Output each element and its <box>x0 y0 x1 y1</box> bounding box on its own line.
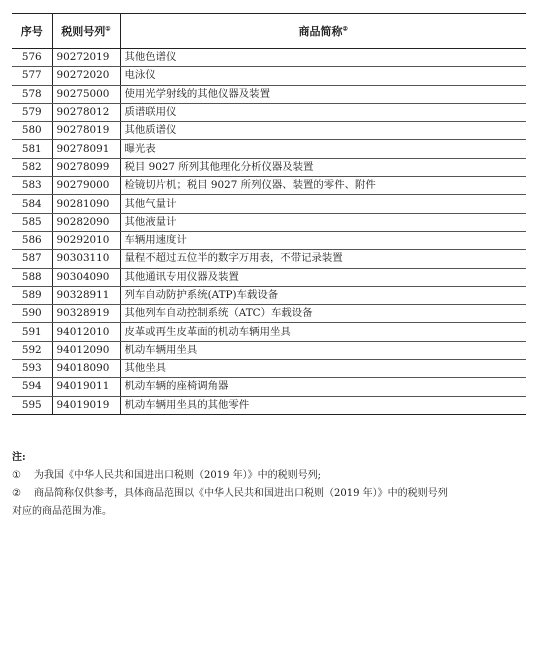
cell-seq: 585 <box>12 213 52 231</box>
table-row <box>12 268 526 286</box>
header-seq-label: 序号 <box>20 25 43 38</box>
footnote-2 <box>12 485 526 503</box>
cell-seq: 577 <box>12 67 52 85</box>
cell-code: 90328911 <box>52 286 120 304</box>
table-row <box>12 378 526 396</box>
cell-code: 90303110 <box>52 250 120 268</box>
footnote-1-text: 为我国《中华人民共和国进出口税则（2019 年）》中的税则号列; <box>34 470 321 481</box>
cell-seq: 581 <box>12 140 52 158</box>
cell-seq: 592 <box>12 341 52 359</box>
cell-seq: 580 <box>12 122 52 140</box>
cell-name: 其他液量计 <box>120 213 526 231</box>
cell-code: 94012090 <box>52 341 120 359</box>
cell-name: 电泳仪 <box>120 67 526 85</box>
table-row <box>12 195 526 213</box>
cell-seq: 576 <box>12 49 52 67</box>
table-row <box>12 360 526 378</box>
cell-code: 90275000 <box>52 85 120 103</box>
tariff-table <box>12 13 526 415</box>
cell-seq: 579 <box>12 103 52 121</box>
cell-seq: 594 <box>12 378 52 396</box>
table-header-row <box>12 14 526 49</box>
cell-code: 90278091 <box>52 140 120 158</box>
table-row <box>12 49 526 67</box>
table-row <box>12 140 526 158</box>
cell-seq: 583 <box>12 177 52 195</box>
cell-code: 94018090 <box>52 360 120 378</box>
cell-seq: 591 <box>12 323 52 341</box>
table-body <box>12 49 526 415</box>
cell-name: 税目 9027 所列其他理化分析仪器及装置 <box>120 158 526 176</box>
cell-name: 机动车辆的座椅调角器 <box>120 378 526 396</box>
cell-code: 94012010 <box>52 323 120 341</box>
header-name-label: 商品简称 <box>298 25 343 38</box>
cell-name: 量程不超过五位半的数字万用表，不带记录装置 <box>120 250 526 268</box>
cell-seq: 590 <box>12 305 52 323</box>
cell-code: 90281090 <box>52 195 120 213</box>
cell-seq: 588 <box>12 268 52 286</box>
footnote-2-mark: ② <box>12 488 21 499</box>
table-row <box>12 67 526 85</box>
cell-seq: 584 <box>12 195 52 213</box>
cell-name: 其他列车自动控制系统（ATC）车载设备 <box>120 305 526 323</box>
cell-name: 车辆用速度计 <box>120 231 526 249</box>
table-row <box>12 323 526 341</box>
cell-code: 90278012 <box>52 103 120 121</box>
table-row <box>12 122 526 140</box>
header-seq <box>12 14 52 49</box>
footnotes <box>12 449 526 521</box>
cell-code: 90282090 <box>52 213 120 231</box>
table-row <box>12 250 526 268</box>
cell-name: 检镜切片机；税目 9027 所列仪器、装置的零件、附件 <box>120 177 526 195</box>
cell-name: 其他气量计 <box>120 195 526 213</box>
cell-code: 90304090 <box>52 268 120 286</box>
table-row <box>12 213 526 231</box>
cell-code: 94019011 <box>52 378 120 396</box>
cell-code: 90279000 <box>52 177 120 195</box>
footnote-2-continuation: 对应的商品范围为准。 <box>12 506 112 517</box>
cell-seq: 586 <box>12 231 52 249</box>
cell-name: 曝光表 <box>120 140 526 158</box>
cell-code: 90278099 <box>52 158 120 176</box>
table-row <box>12 396 526 414</box>
cell-name: 质谱联用仪 <box>120 103 526 121</box>
footnote-1 <box>12 467 526 485</box>
cell-name: 其他色谱仪 <box>120 49 526 67</box>
footnote-2-text: 商品简称仅供参考，具体商品范围以《中华人民共和国进出口税则（2019 年）》中的税则号列 <box>34 488 448 499</box>
cell-seq: 578 <box>12 85 52 103</box>
header-code <box>52 14 120 49</box>
cell-seq: 589 <box>12 286 52 304</box>
table-row <box>12 158 526 176</box>
cell-name: 使用光学射线的其他仪器及装置 <box>120 85 526 103</box>
header-name <box>120 14 526 49</box>
table-row <box>12 103 526 121</box>
table-row <box>12 341 526 359</box>
cell-name: 皮革或再生皮革面的机动车辆用坐具 <box>120 323 526 341</box>
table-row <box>12 177 526 195</box>
cell-code: 90328919 <box>52 305 120 323</box>
cell-name: 其他质谱仪 <box>120 122 526 140</box>
table-row <box>12 85 526 103</box>
cell-name: 机动车辆用坐具 <box>120 341 526 359</box>
cell-seq: 587 <box>12 250 52 268</box>
table-row <box>12 286 526 304</box>
cell-code: 90272020 <box>52 67 120 85</box>
cell-seq: 595 <box>12 396 52 414</box>
cell-code: 90292010 <box>52 231 120 249</box>
header-name-footnote-mark: ② <box>342 25 348 33</box>
cell-code: 94019019 <box>52 396 120 414</box>
cell-seq: 582 <box>12 158 52 176</box>
cell-name: 列车自动防护系统(ATP)车载设备 <box>120 286 526 304</box>
cell-name: 机动车辆用坐具的其他零件 <box>120 396 526 414</box>
table-row <box>12 231 526 249</box>
cell-code: 90272019 <box>52 49 120 67</box>
header-code-footnote-mark: ① <box>105 25 111 33</box>
cell-name: 其他通讯专用仪器及装置 <box>120 268 526 286</box>
table-row <box>12 305 526 323</box>
cell-code: 90278019 <box>52 122 120 140</box>
footnotes-title: 注: <box>12 452 26 463</box>
header-code-label: 税则号列 <box>61 25 106 38</box>
cell-seq: 593 <box>12 360 52 378</box>
footnote-1-mark: ① <box>12 470 21 481</box>
cell-name: 其他坐具 <box>120 360 526 378</box>
